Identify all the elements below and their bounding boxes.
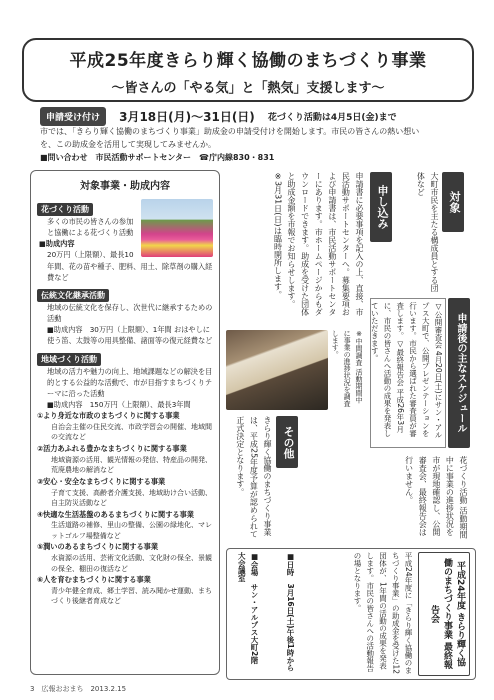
apply-note: 花づくり活動は4月5日(金)まで: [267, 113, 397, 123]
flower-amount-heading: ■助成内容: [39, 239, 75, 249]
panel-heading: 対象事業・助成内容: [80, 181, 170, 192]
theme-desc: 地域資源の活用、観光情報の発信、特産品の開発、荒廃農地の解消など: [51, 455, 212, 475]
region-desc: 地域の活力や魅力の向上、地域課題などの解決を目的とする公益的な活動で、市が目指すまちづくりテーマに沿った活動: [47, 366, 213, 398]
apply-text: 申請書に必要事項を記入の上、直接、市民活動サポートセンターへ。募集要項および申請書は、市民活動サポートセンターにあります。市ホームページからもダウンロードできます。助成を受けた団体と助成金額を市報でお知らせします。※3月31日(日)は臨時開所します。: [273, 172, 364, 316]
page-subtitle: 〜皆さんの「やる気」と「熱気」支援します〜: [111, 81, 385, 96]
target-heading: 対象: [442, 172, 464, 232]
culture-desc: 地域の伝統文化を保存し、次世代に継承するための活動: [47, 302, 213, 324]
region-amount: ■助成内容 150万円（上限額）、最長3年間: [47, 400, 191, 410]
theme-desc: 青少年健全育成、郷土学習、読み聞かせ運動、まちづくり後継者育成など: [51, 586, 212, 606]
intro-line: 市では、「きらり輝く協働のまちづくり事業」助成金の申請受付けを開始します。市民の皆さんの熱い想い: [40, 127, 420, 136]
category-culture: 伝統文化継承活動: [37, 289, 109, 302]
apply-heading: 申し込み: [370, 172, 392, 242]
final-report-place: ■会場 サン・アルプス大町2階 大会議室: [237, 552, 259, 672]
intro-text: [40, 126, 480, 165]
theme-desc: 生活道路の補修、里山の整備、公園の緑地化、マレットゴルフ場整備など: [51, 521, 212, 540]
contact-line: ■問い合わせ 市民活動サポートセンター ☎庁内線830・831: [40, 153, 275, 162]
target-projects-panel: [30, 170, 220, 675]
category-region: 地域づくり活動: [37, 353, 101, 366]
apply-dates: 3月18日(月)〜31日(日): [119, 110, 255, 124]
mid-survey-text: ※中間調査 活動期間中に事業の進捗状況を調査します。: [331, 330, 363, 407]
theme-title: ⑥人を育むまちづくりに関する事業: [37, 575, 151, 585]
theme-title: ⑤潤いのあるまちづくりに関する事業: [37, 542, 159, 552]
flower-amount: 20万円（上限額）、最長10年間、花の苗や種子、肥料、用土、除草剤の購入経費など: [47, 250, 213, 282]
theme-title: ③安心・安全なまちづくりに関する事業: [37, 476, 166, 486]
final-report-title: 平成24年度 きらり輝く協働のまちづくり事業 最終報告会: [418, 552, 470, 676]
category-flower: 花づくり活動: [37, 203, 93, 216]
title-box: [22, 38, 474, 102]
culture-amount: ■助成内容 30万円（上限額）、1年間 おはやしに使う笛、太鼓等の用具整備、諸面等の復元経費など: [47, 325, 213, 346]
schedule-text: ▽公開審査会 4月20日(土)にサン・アルプス大町で、公開プレゼンテーションを行います。市民から選ばれた審査員が審査します。▽最終報告会 平成26年3月に、市民の皆さんへ活動の成果を発表していただきます。: [370, 302, 443, 439]
intro-line: を、この助成金を活用して実現してみませんか。: [40, 140, 216, 149]
other-text: きらり輝く協働のまちづくり事業は、平成25年度予算が認められて正式決定となります。: [235, 416, 272, 539]
theme-desc: 自治会主催の住民交流、市政学習会の開催、地域間の交流など: [51, 422, 212, 442]
theme-desc: 子育て支援、高齢者介護支援、地域助け合い活動、自主防災活動など: [51, 488, 212, 508]
flower-desc: 多くの市民の皆さんの参加と協働による花づくり活動: [47, 217, 134, 238]
flower-photo: [141, 199, 213, 257]
apply-row: [40, 106, 470, 124]
theme-desc: 水資源の活用、芸術文化活動、文化財の保全、景観の保全、棚田の復活など: [51, 554, 212, 573]
theme-title: ②活力あふれる豊かなまちづくりに関する事業: [37, 443, 187, 453]
theme-title: ①より身近な市政のまちづくりに関する事業: [37, 411, 180, 421]
footer: 3 広報おおまち 2013.2.15: [30, 685, 127, 693]
final-report-date: ■日時 3月16日(土)午後1時から: [286, 552, 295, 672]
theme-title: ④快適な生活基盤のあるまちづくりに関する事業: [37, 509, 194, 519]
flower-note-text: 花づくり活動 活動期間中に事業の進捗状況を市が現地確認し、公開審査会、最終報告会は行いません。: [404, 456, 468, 539]
meeting-photo: [226, 330, 328, 410]
schedule-heading: 申請後の主なスケジュール: [448, 298, 470, 448]
target-text: 大町市民を主たる構成員とする団体など: [416, 172, 439, 292]
other-heading: その他: [276, 416, 298, 468]
page-title: 平成25年度きらり輝く協働のまちづくり事業: [69, 51, 427, 71]
final-report-text: 平成24年度に「きらり輝く協働のまちづくり事業」の助成金を受けた12団体が、1年間の活動の成果を発表します。市民の皆さんへの活動報告の場となります。: [353, 552, 413, 675]
apply-badge: 申請受け付け: [40, 107, 106, 126]
